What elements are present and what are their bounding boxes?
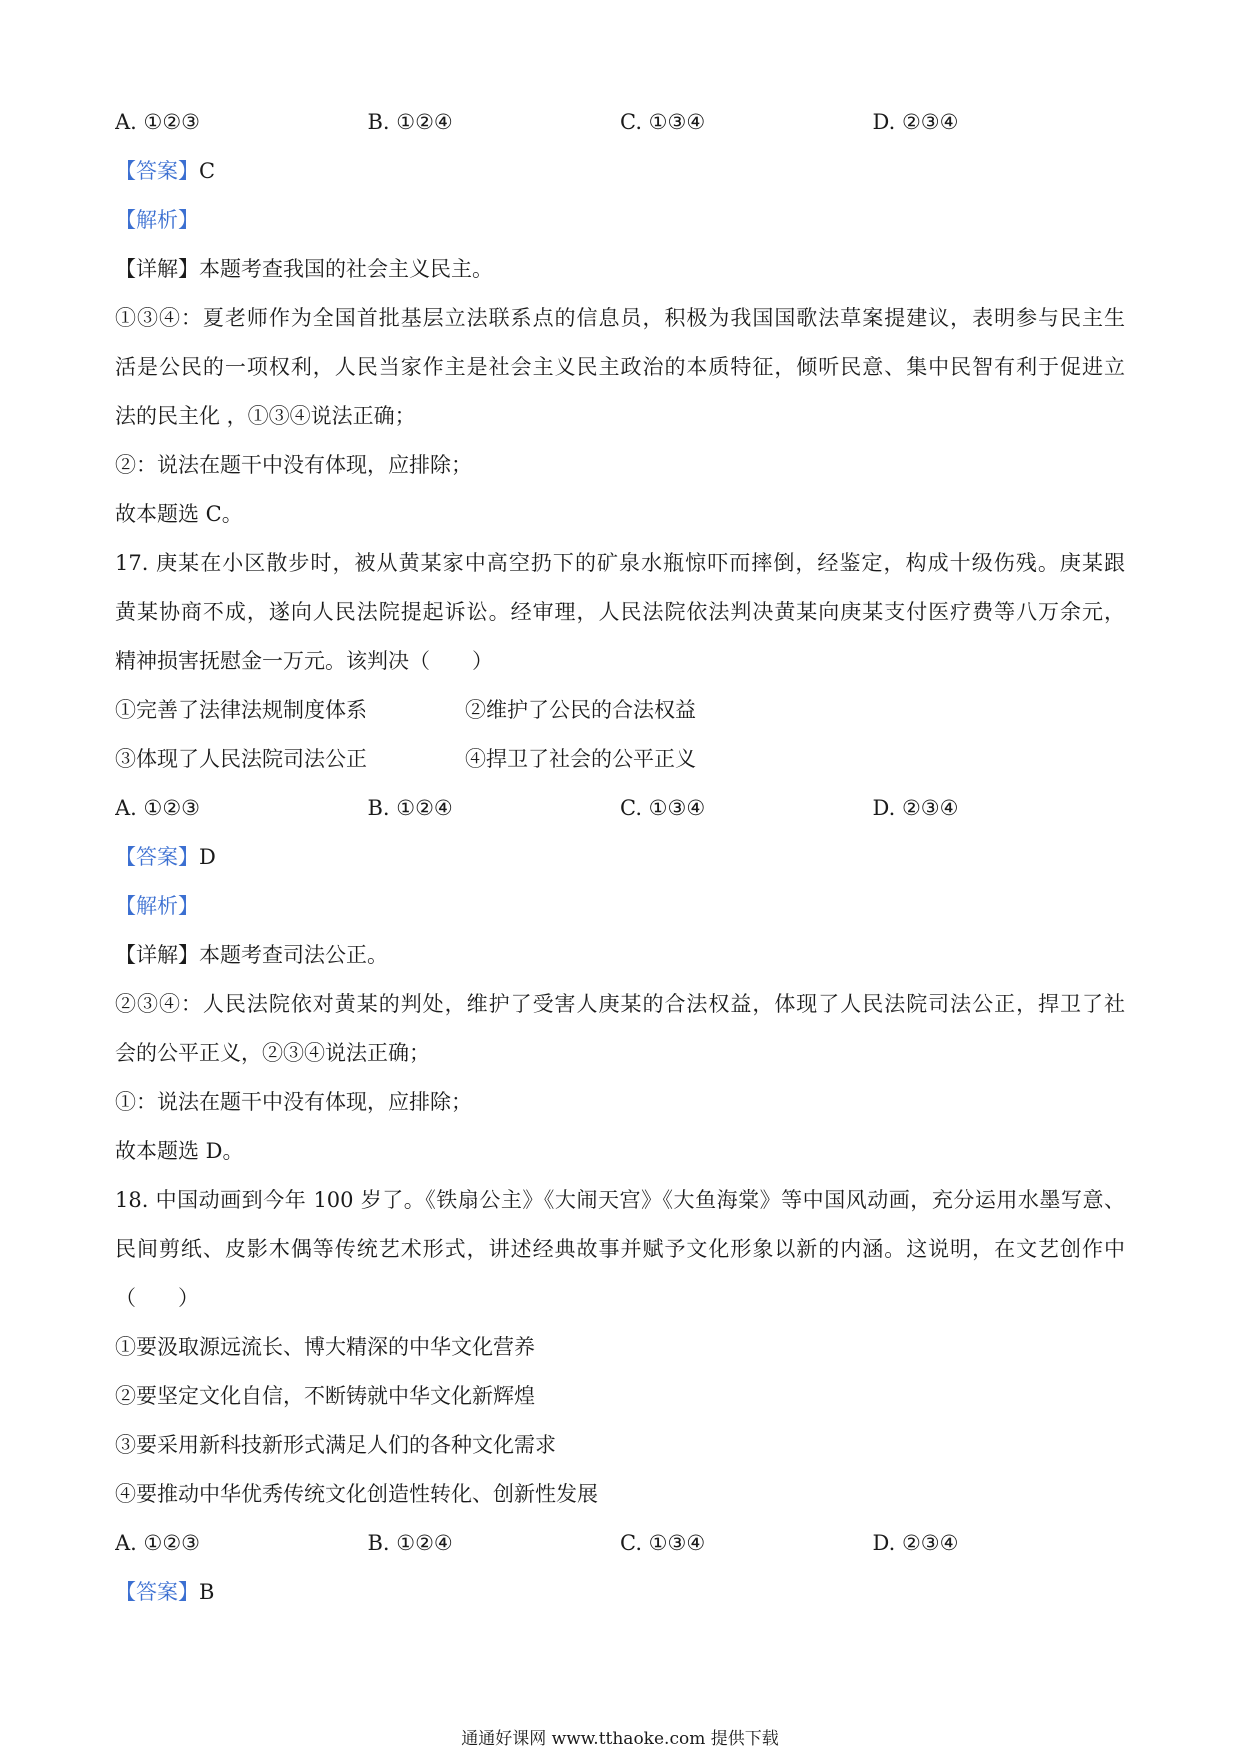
- q16-analysis: [115, 196, 1125, 245]
- q16-option-c: C. ①③④: [620, 110, 706, 134]
- q17-stem-line-3: 精神损害抚慰金一万元。该判决（ ）: [115, 649, 493, 673]
- q17-statement-4: ④捍卫了社会的公平正义: [465, 747, 696, 771]
- q16-answer-tag: 【答案】: [115, 159, 199, 183]
- q17-stem-line-1: 17. 庚某在小区散步时，被从黄某家中高空扔下的矿泉水瓶惊吓而摔倒，经鉴定，构成十级伤残。庚某跟: [115, 551, 1125, 575]
- q16-options: [115, 98, 1125, 147]
- q17-analysis: [115, 882, 1125, 931]
- q17-detail-line-4: ①：说法在题干中没有体现，应排除；: [115, 1090, 472, 1114]
- q17-option-b: B. ①②④: [367, 796, 453, 820]
- q16-option-b: B. ①②④: [367, 110, 453, 134]
- document-page: [115, 98, 1125, 1617]
- q18-statement-4: ④要推动中华优秀传统文化创造性转化、创新性发展: [115, 1482, 598, 1506]
- q16-option-d: D. ②③④: [872, 110, 959, 134]
- q18-stem-line-3: （ ）: [115, 1286, 199, 1310]
- q17-statements-row-2: [115, 735, 1125, 784]
- q18-statement-3: ③要采用新科技新形式满足人们的各种文化需求: [115, 1433, 556, 1457]
- q16-answer-value: C: [199, 159, 216, 183]
- q18-answer-value: B: [199, 1580, 215, 1604]
- q17-detail-line-5: 故本题选 D。: [115, 1139, 244, 1163]
- q17-statement-2: ②维护了公民的合法权益: [465, 698, 696, 722]
- q18-stem-line-1: 18. 中国动画到今年 100 岁了。《铁扇公主》《大闹天宫》《大鱼海棠》等中国风动画，充分运用水墨写意、: [115, 1188, 1125, 1212]
- q18-stem-line-2: 民间剪纸、皮影木偶等传统艺术形式，讲述经典故事并赋予文化形象以新的内涵。这说明，在文艺创作中: [115, 1237, 1125, 1261]
- q16-detail-line-5: ②：说法在题干中没有体现，应排除；: [115, 453, 472, 477]
- q17-statements-row-1: [115, 686, 1125, 735]
- q18-statement-1: ①要汲取源远流长、博大精深的中华文化营养: [115, 1335, 535, 1359]
- q16-answer: [115, 147, 1125, 196]
- q17-detail-line-3: 会的公平正义，②③④说法正确；: [115, 1041, 430, 1065]
- q18-options: [115, 1519, 1125, 1568]
- q18-statement-2: ②要坚定文化自信，不断铸就中华文化新辉煌: [115, 1384, 535, 1408]
- q17-answer: [115, 833, 1125, 882]
- q18-option-a: A. ①②③: [115, 1531, 200, 1555]
- q16-detail-line-3: 活是公民的一项权利，人民当家作主是社会主义民主政治的本质特征，倾听民意、集中民智有利于促进立: [115, 355, 1125, 379]
- q16-detail-line-4: 法的民主化 ，①③④说法正确；: [115, 404, 416, 428]
- q17-statement-1: ①完善了法律法规制度体系: [115, 698, 367, 722]
- q17-analysis-tag: 【解析】: [115, 894, 199, 918]
- q17-detail-line-1: 【详解】本题考查司法公正。: [115, 943, 388, 967]
- q17-answer-value: D: [199, 845, 216, 869]
- q17-option-c: C. ①③④: [620, 796, 706, 820]
- q16-option-a: A. ①②③: [115, 110, 200, 134]
- q17-option-a: A. ①②③: [115, 796, 200, 820]
- q17-options: [115, 784, 1125, 833]
- q17-option-d: D. ②③④: [872, 796, 959, 820]
- q16-analysis-tag: 【解析】: [115, 208, 199, 232]
- q16-detail-line-2: ①③④：夏老师作为全国首批基层立法联系点的信息员，积极为我国国歌法草案提建议，表明参与民主生: [115, 306, 1125, 330]
- q16-detail-line-6: 故本题选 C。: [115, 502, 243, 526]
- q17-answer-tag: 【答案】: [115, 845, 199, 869]
- q18-option-d: D. ②③④: [872, 1531, 959, 1555]
- q17-stem-line-2: 黄某协商不成，遂向人民法院提起诉讼。经审理，人民法院依法判决黄某向庚某支付医疗费等八万余元，: [115, 600, 1125, 624]
- q17-detail-line-2: ②③④：人民法院依对黄某的判处，维护了受害人庚某的合法权益，体现了人民法院司法公正，捍卫了社: [115, 992, 1125, 1016]
- page-footer: 通通好课网 www.tthaoke.com 提供下载: [461, 1729, 779, 1749]
- q18-answer-tag: 【答案】: [115, 1580, 199, 1604]
- q16-detail-line-1: 【详解】本题考查我国的社会主义民主。: [115, 257, 493, 281]
- q17-statement-3: ③体现了人民法院司法公正: [115, 747, 367, 771]
- q18-option-b: B. ①②④: [367, 1531, 453, 1555]
- q18-option-c: C. ①③④: [620, 1531, 706, 1555]
- q18-answer: [115, 1568, 1125, 1617]
